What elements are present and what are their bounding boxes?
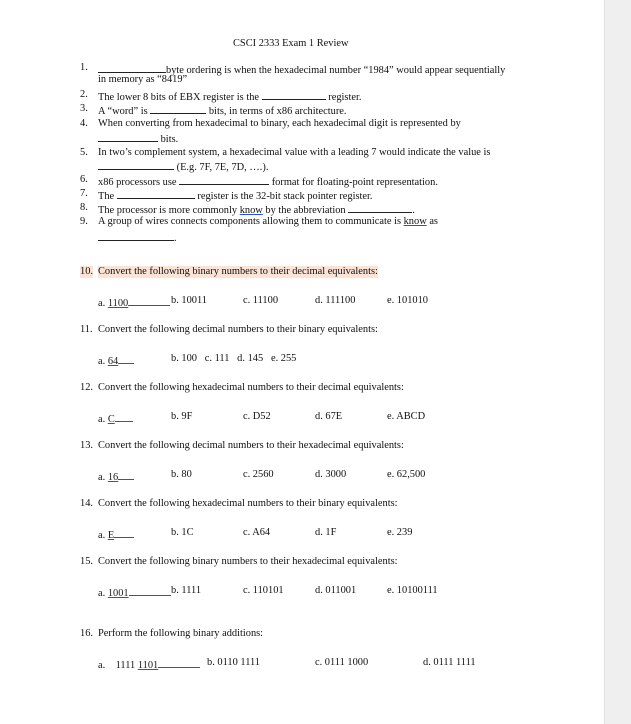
window-scroll-edge (604, 0, 631, 724)
q2-line (98, 89, 361, 104)
q5-number: 5. (80, 147, 88, 158)
q15-d: d. 011001 (315, 585, 357, 596)
q2-blank[interactable] (262, 89, 326, 100)
q15-a-label: a. (98, 588, 106, 599)
q10-a-answer[interactable]: 1100 (107, 298, 129, 309)
q1-blank[interactable] (98, 62, 166, 73)
q13-e: e. 62,500 (387, 469, 426, 480)
q1-number: 1. (80, 62, 88, 73)
q10-a-label: a. (98, 298, 106, 309)
q11-a-underline (118, 353, 134, 364)
q8-text: The processor is more commonly (98, 205, 238, 216)
q16-c: c. 0111 1000 (315, 657, 369, 668)
q1-line2: in memory as “8419” (98, 74, 188, 85)
q16-number: 16. (80, 628, 93, 639)
q12-c: c. D52 (243, 411, 271, 422)
q15-a-underline (129, 585, 171, 596)
q4-line2 (98, 131, 178, 146)
q1-text: byte ordering is when the hexadecimal number “1984” would appear sequentially (166, 65, 506, 76)
q12-a-label: a. (98, 414, 106, 425)
q10-c: c. 11100 (243, 295, 279, 306)
q16-a (98, 657, 200, 672)
q11-number: 11. (80, 324, 93, 335)
q16-a-underline (158, 657, 200, 668)
q14-prompt: Convert the following hexadecimal numbers to their binary equivalents: (98, 498, 398, 509)
q9-line2 (98, 230, 177, 245)
q13-number: 13. (80, 440, 93, 451)
q8-period: . (412, 205, 415, 216)
q10-d: d. 111100 (315, 295, 356, 306)
q12-a-answer[interactable]: C (107, 414, 115, 425)
q14-d: d. 1F (315, 527, 337, 538)
q12-e: e. ABCD (387, 411, 426, 422)
q14-b: b. 1C (171, 527, 194, 538)
q7-tail: register is the 32-bit stack pointer register. (197, 191, 373, 202)
q13-d: d. 3000 (315, 469, 347, 480)
q10-b: b. 10011 (171, 295, 207, 306)
q15-b: b. 1111 (171, 585, 202, 596)
q9-number: 9. (80, 216, 88, 227)
q9-text: A group of wires connects components allowing them to communicate is (98, 216, 401, 227)
q12-prompt: Convert the following hexadecimal numbers to their decimal equivalents: (98, 382, 404, 393)
q5-line2 (98, 159, 268, 174)
q9-blank[interactable] (98, 230, 174, 241)
q13-c: c. 2560 (243, 469, 274, 480)
q16-d: d. 0111 1111 (423, 657, 476, 668)
page-title: CSCI 2333 Exam 1 Review (233, 38, 349, 49)
q12-a (98, 411, 133, 426)
q11-rest: b. 100 c. 111 d. 145 e. 255 (171, 353, 297, 364)
q13-a-answer[interactable]: 16 (107, 472, 119, 483)
q13-prompt: Convert the following decimal numbers to their hexadecimal equivalents: (98, 440, 404, 451)
q5-tail: (E.g. 7F, 7E, 7D, ….). (176, 162, 269, 173)
q14-e: e. 239 (387, 527, 413, 538)
q14-a-underline (114, 527, 134, 538)
q12-d: d. 67E (315, 411, 343, 422)
q6-blank[interactable] (179, 174, 269, 185)
q2-tail: register. (328, 92, 362, 103)
q10-e: e. 101010 (387, 295, 428, 306)
q15-e: e. 10100111 (387, 585, 438, 596)
q13-a-label: a. (98, 472, 106, 483)
q15-prompt: Convert the following binary numbers to their hexadecimal equivalents: (98, 556, 398, 567)
q8-mid: by the abbreviation (265, 205, 346, 216)
q4-number: 4. (80, 118, 88, 129)
q7-number: 7. (80, 188, 88, 199)
q6-text: x86 processors use (98, 177, 177, 188)
q6-tail: format for floating-point representation. (271, 177, 438, 188)
q5-blank[interactable] (98, 159, 174, 170)
q13-a-underline (118, 469, 134, 480)
q13-b: b. 80 (171, 469, 192, 480)
q12-a-underline (115, 411, 133, 422)
q4-blank[interactable] (98, 131, 158, 142)
q2-text: The lower 8 bits of EBX register is the (98, 92, 260, 103)
q16-a-label: a. (98, 660, 106, 671)
q11-a (98, 353, 134, 368)
q9-tail: as (429, 216, 438, 227)
q3-number: 3. (80, 103, 88, 114)
q14-a-label: a. (98, 530, 106, 541)
q14-a-answer[interactable]: E (107, 530, 115, 541)
q7-text: The (98, 191, 115, 202)
q16-a-answer[interactable]: 1101 (137, 660, 159, 671)
q9-flagged-word: know (403, 216, 427, 227)
q14-a (98, 527, 134, 542)
q9-period: . (174, 233, 177, 244)
q4-tail: bits. (160, 134, 179, 145)
q11-prompt: Convert the following decimal numbers to their binary equivalents: (98, 324, 378, 335)
q12-number: 12. (80, 382, 93, 393)
q7-blank[interactable] (117, 188, 195, 199)
q13-a (98, 469, 134, 484)
q10-number: 10. (80, 266, 93, 277)
q2-number: 2. (80, 89, 88, 100)
q15-number: 15. (80, 556, 93, 567)
q15-c: c. 110101 (243, 585, 284, 596)
q6-number: 6. (80, 174, 88, 185)
q16-a-first-nibble: 1111 (115, 660, 136, 671)
q14-c: c. A64 (243, 527, 271, 538)
q4-line1: When converting from hexadecimal to binary, each hexadecimal digit is represented by (98, 118, 461, 129)
q15-a (98, 585, 171, 600)
q11-a-label: a. (98, 356, 106, 367)
q8-number: 8. (80, 202, 88, 213)
q11-a-answer[interactable]: 64 (107, 356, 119, 367)
q14-number: 14. (80, 498, 93, 509)
q8-line (98, 202, 415, 217)
q16-b: b. 0110 1111 (207, 657, 261, 668)
q3-blank[interactable] (150, 103, 206, 114)
q9-line1 (98, 216, 438, 228)
q3-text: A “word” is (98, 106, 148, 117)
q3-tail: bits, in terms of x86 architecture. (208, 106, 347, 117)
q5-line1: In two’s complement system, a hexadecimal value with a leading 7 would indicate the value is (98, 147, 491, 158)
q8-flagged-word: know (239, 205, 263, 216)
q16-prompt: Perform the following binary additions: (98, 628, 264, 639)
q10-a (98, 295, 170, 310)
q15-a-answer[interactable]: 1001 (107, 588, 129, 599)
q8-blank[interactable] (348, 202, 412, 213)
q10-a-underline (128, 295, 170, 306)
q7-line (98, 188, 373, 203)
q10-prompt: Convert the following binary numbers to their decimal equivalents: (98, 266, 378, 277)
q6-line (98, 174, 438, 189)
q3-line (98, 103, 347, 118)
q12-b: b. 9F (171, 411, 193, 422)
